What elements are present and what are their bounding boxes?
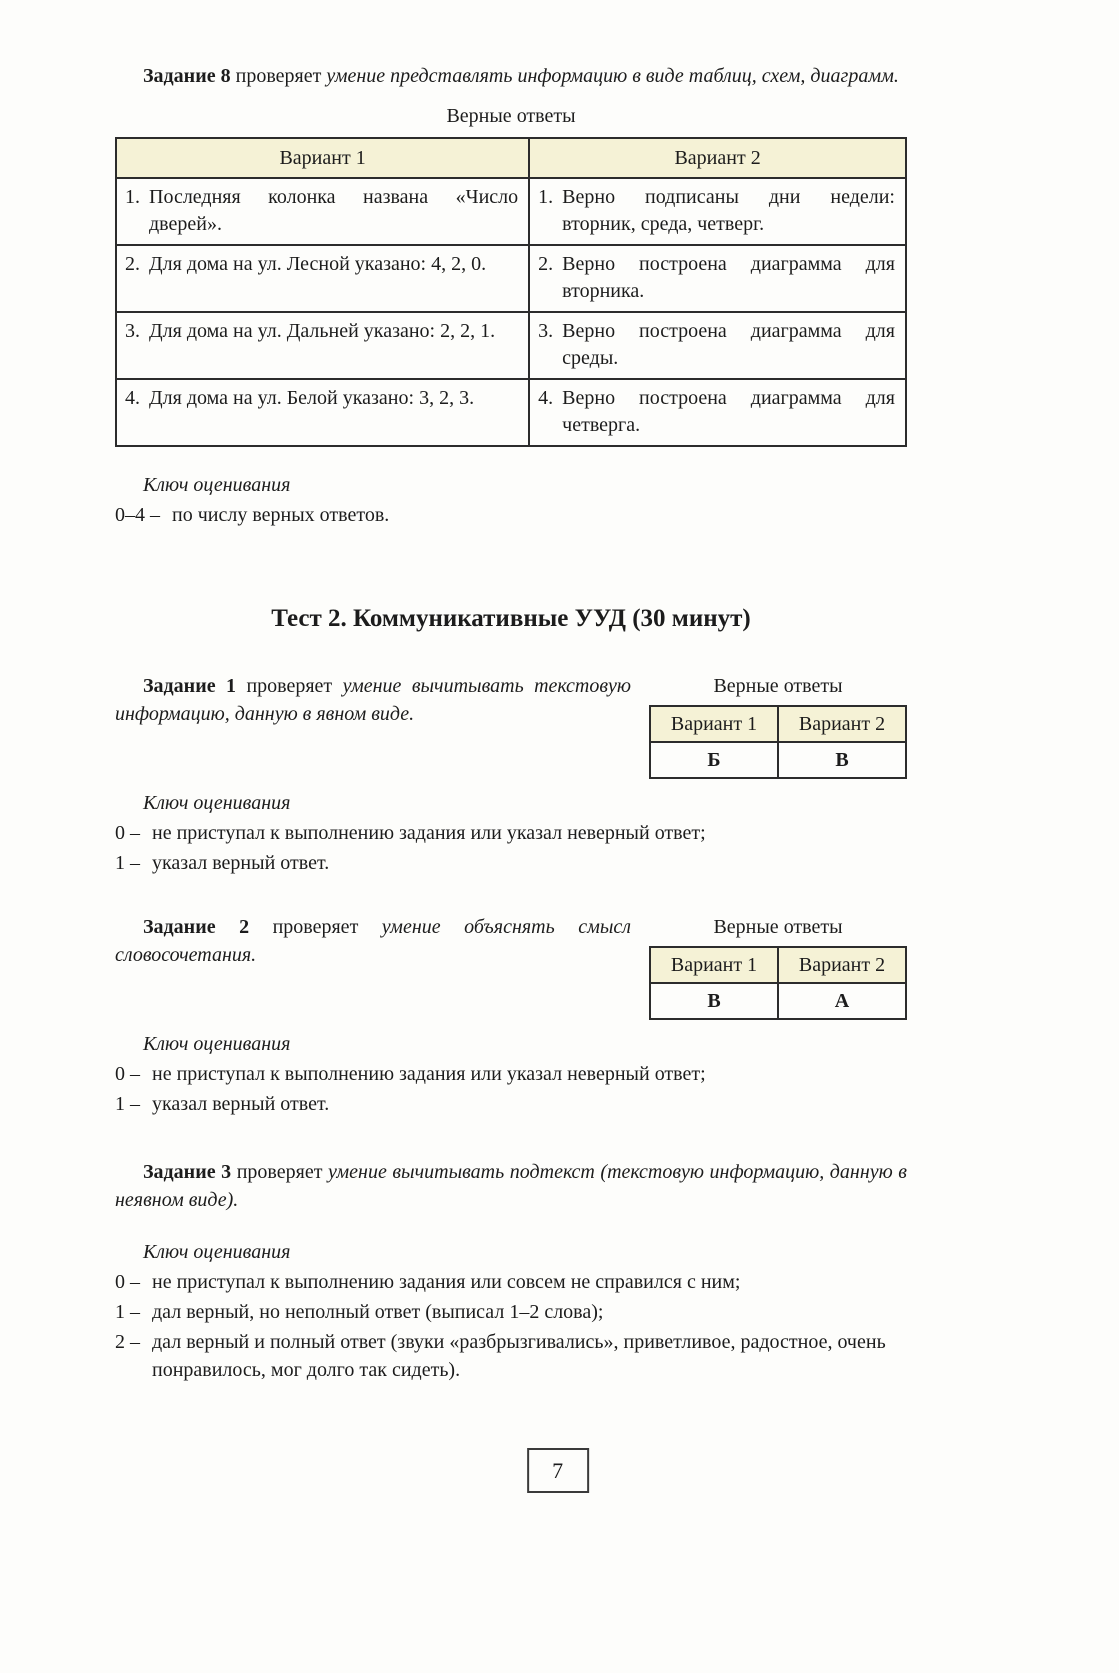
scoring-key-line xyxy=(115,1328,907,1384)
scoring-key-line xyxy=(115,1268,907,1296)
task2-verb: проверяет xyxy=(249,916,382,938)
item-number: 3. xyxy=(538,320,554,342)
task1-label: Задание 1 xyxy=(143,675,237,697)
score-text: указал верный ответ. xyxy=(152,852,330,874)
header-variant-1: Вариант 1 xyxy=(650,706,778,742)
item-text: Для дома на ул. Белой указано: 3, 2, 3. xyxy=(149,387,475,409)
task2-scoring-key xyxy=(115,1030,907,1118)
table-row xyxy=(116,312,906,379)
task1-answers-caption: Верные ответы xyxy=(713,675,843,697)
table-cell xyxy=(529,178,906,245)
task8-scoring-key xyxy=(115,471,907,529)
answer-value: А xyxy=(778,983,906,1019)
score-text: дал верный, но неполный ответ (выписал 1–2 слова); xyxy=(152,1301,604,1323)
scoring-key-line xyxy=(115,1090,907,1118)
item-number: 1. xyxy=(125,186,140,208)
header-variant-1: Вариант 1 xyxy=(116,138,529,178)
task3-verb: проверяет xyxy=(231,1161,328,1183)
table-cell xyxy=(529,245,906,312)
table-cell xyxy=(116,379,529,446)
task8-label: Задание 8 xyxy=(143,65,231,87)
table-cell xyxy=(116,312,529,379)
scoring-key-label: Ключ оценивания xyxy=(143,1241,291,1263)
table-cell xyxy=(116,245,529,312)
task8-intro xyxy=(115,62,907,90)
score-prefix: 0 – xyxy=(115,822,140,844)
table-cell xyxy=(529,312,906,379)
table-header-row xyxy=(650,947,906,983)
task8-answers-table xyxy=(115,137,907,447)
task8-verb: проверяет xyxy=(230,65,327,87)
score-prefix: 1 – xyxy=(115,1093,140,1115)
task3-scoring-key xyxy=(115,1238,907,1384)
score-text: не приступал к выполнению задания или указал неверный ответ; xyxy=(152,822,706,844)
score-prefix: 1 – xyxy=(115,1301,140,1323)
scoring-key-line xyxy=(115,1060,907,1088)
item-number: 4. xyxy=(125,387,140,409)
task2-answers-table xyxy=(649,946,907,1020)
item-number: 1. xyxy=(538,186,554,208)
task3-label: Задание 3 xyxy=(143,1161,232,1183)
item-number: 2. xyxy=(125,253,140,275)
scoring-key-line xyxy=(115,849,907,877)
task1-skill: умение вычитывать текстовую информацию, данную в явном виде. xyxy=(115,675,631,725)
task2-skill: умение объяснять смысл словосочетания. xyxy=(115,916,631,966)
scoring-key-label: Ключ оценивания xyxy=(143,1033,291,1055)
score-prefix: 0 – xyxy=(115,1063,140,1085)
task1-answers-table xyxy=(649,705,907,779)
table-row xyxy=(650,742,906,778)
table-header-row xyxy=(650,706,906,742)
item-number: 4. xyxy=(538,387,554,409)
scoring-key-line xyxy=(115,501,907,529)
task2-answers-caption: Верные ответы xyxy=(713,916,843,938)
answer-value: В xyxy=(650,983,778,1019)
task8-skill: умение представлять информацию в виде таблиц, схем, диаграмм. xyxy=(326,65,899,87)
scoring-key-label: Ключ оценивания xyxy=(143,792,291,814)
table-cell xyxy=(529,379,906,446)
header-variant-1: Вариант 1 xyxy=(650,947,778,983)
item-text: Верно подписаны дни недели: вторник, среда, четверг. xyxy=(562,186,895,235)
item-text: Верно построена диаграмма для среды. xyxy=(562,320,895,369)
score-text: дал верный и полный ответ (звуки «разбрызгивались», приветливое, радостное, очень понравилось, мог долго так сидеть). xyxy=(152,1331,886,1381)
page-number: 7 xyxy=(527,1448,589,1493)
test2-heading: Тест 2. Коммуникативные УУД (30 минут) xyxy=(271,605,751,632)
task1-intro xyxy=(115,672,631,728)
table-row xyxy=(116,178,906,245)
item-number: 3. xyxy=(125,320,140,342)
item-text: Для дома на ул. Лесной указано: 4, 2, 0. xyxy=(149,253,487,275)
table-cell xyxy=(116,178,529,245)
score-prefix: 2 – xyxy=(115,1331,140,1353)
table-row xyxy=(650,983,906,1019)
page-content xyxy=(115,62,907,1384)
task1-scoring-key xyxy=(115,789,907,877)
header-variant-2: Вариант 2 xyxy=(778,706,906,742)
task3-skill: умение вычитывать подтекст (текстовую информацию, данную в неявном виде). xyxy=(115,1161,907,1211)
header-variant-2: Вариант 2 xyxy=(529,138,906,178)
task8-answers-caption: Верные ответы xyxy=(446,105,576,127)
score-text: указал верный ответ. xyxy=(152,1093,330,1115)
score-prefix: 0 – xyxy=(115,1271,140,1293)
item-text: Верно построена диаграмма для четверга. xyxy=(562,387,895,436)
header-variant-2: Вариант 2 xyxy=(778,947,906,983)
table-row xyxy=(116,245,906,312)
item-text: Верно построена диаграмма для вторника. xyxy=(562,253,895,302)
task2-block xyxy=(115,913,907,1020)
score-prefix: 1 – xyxy=(115,852,140,874)
item-number: 2. xyxy=(538,253,554,275)
task3-intro xyxy=(115,1158,907,1214)
scoring-key-line xyxy=(115,1298,907,1326)
task1-block xyxy=(115,672,907,779)
score-text: не приступал к выполнению задания или совсем не справился с ним; xyxy=(152,1271,741,1293)
scoring-key-label: Ключ оценивания xyxy=(143,474,291,496)
item-text: Для дома на ул. Дальней указано: 2, 2, 1. xyxy=(149,320,496,342)
task1-answers-box xyxy=(649,672,907,779)
score-text: не приступал к выполнению задания или указал неверный ответ; xyxy=(152,1063,706,1085)
answer-value: Б xyxy=(650,742,778,778)
table-row xyxy=(116,379,906,446)
score-prefix: 0–4 – xyxy=(115,504,160,526)
answer-value: В xyxy=(778,742,906,778)
task2-label: Задание 2 xyxy=(143,916,250,938)
table-header-row xyxy=(116,138,906,178)
task1-verb: проверяет xyxy=(236,675,343,697)
task2-answers-box xyxy=(649,913,907,1020)
task2-intro xyxy=(115,913,631,969)
score-text: по числу верных ответов. xyxy=(172,504,390,526)
item-text: Последняя колонка названа «Число дверей». xyxy=(149,186,519,235)
scoring-key-line xyxy=(115,819,907,847)
